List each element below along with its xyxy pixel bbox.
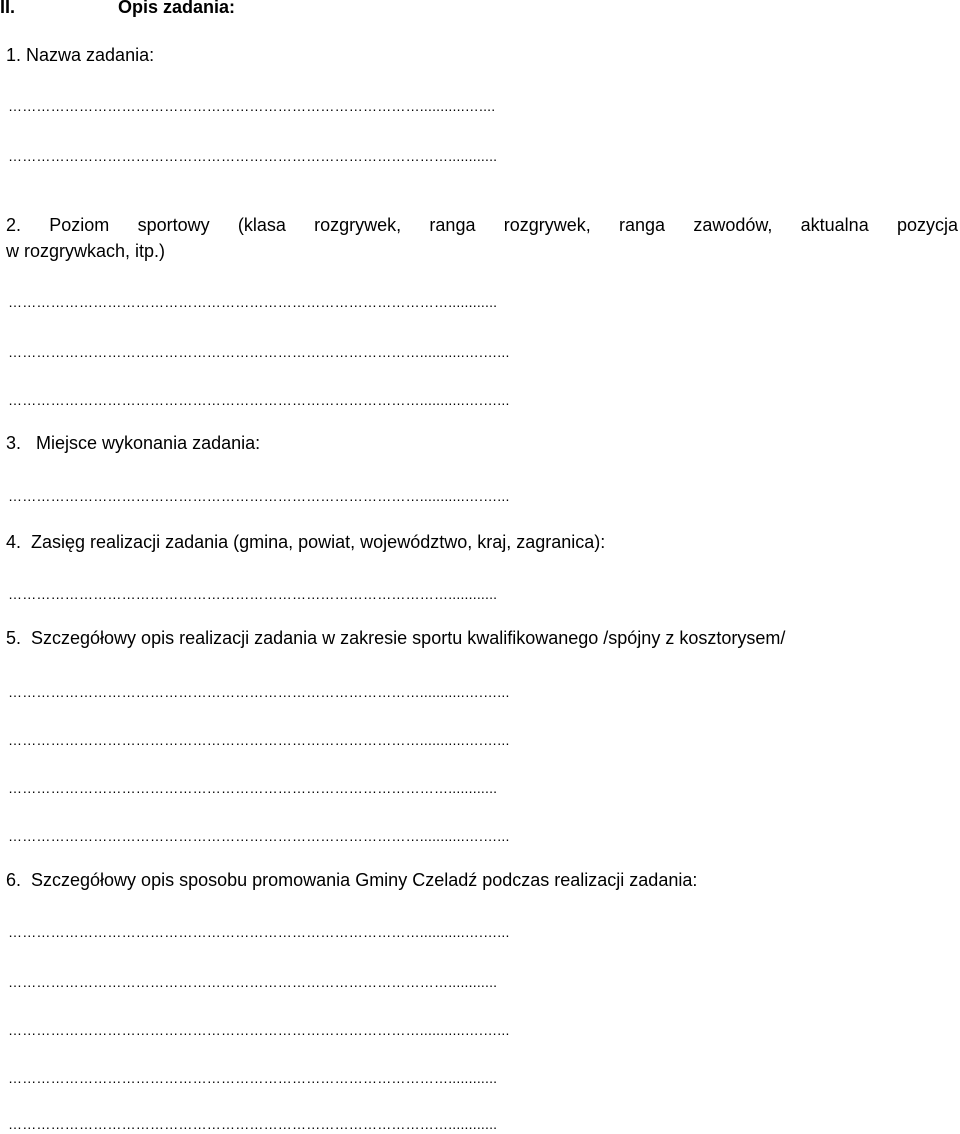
section-number: II. xyxy=(0,0,16,17)
item-3-label: 3. Miejsce wykonania zadania: xyxy=(6,433,261,453)
fill-line[interactable]: ……………………………………………………………………………...........….…... xyxy=(8,488,510,504)
fill-line[interactable]: …………………………………………………………………………………............ xyxy=(8,1070,498,1086)
fill-line[interactable]: ……………………………………………………………………………...........….…... xyxy=(8,684,510,700)
fill-line[interactable]: ……………………………………………………………………………...........….…... xyxy=(8,1022,510,1038)
fill-line[interactable]: ……………………………………………………………………………...........….…... xyxy=(8,924,510,940)
fill-line[interactable]: …………………………………………………………………………………............ xyxy=(8,974,498,990)
item-6-label: 6. Szczegółowy opis sposobu promowania Gminy Czeladź podczas realizacji zadania: xyxy=(6,870,698,890)
fill-line[interactable]: …………………………………………………………………………………............ xyxy=(8,780,498,796)
item-4-label: 4. Zasięg realizacji zadania (gmina, powiat, województwo, kraj, zagranica): xyxy=(6,532,606,552)
fill-line[interactable]: …………………………………………………………………………………............ xyxy=(8,586,498,602)
section-title: Opis zadania: xyxy=(118,0,236,17)
item-2-label-line1: 2. Poziom sportowy (klasa rozgrywek, ranga rozgrywek, ranga zawodów, aktualna pozycja xyxy=(6,215,958,235)
fill-line[interactable]: …………………………………………………………………………………............ xyxy=(8,148,498,164)
item-1-label: 1. Nazwa zadania: xyxy=(6,45,155,65)
fill-line[interactable]: ……………………………………………………………………………...........….... xyxy=(8,98,496,114)
fill-line[interactable]: ……………………………………………………………………………...........….…... xyxy=(8,732,510,748)
item-2-label-line2: w rozgrywkach, itp.) xyxy=(6,241,166,261)
fill-line[interactable]: …………………………………………………………………………………............ xyxy=(8,294,498,310)
fill-line[interactable]: ……………………………………………………………………………...........….…... xyxy=(8,828,510,844)
fill-line[interactable]: ……………………………………………………………………………...........….…... xyxy=(8,392,510,408)
fill-line[interactable]: …………………………………………………………………………………............ xyxy=(8,1116,498,1132)
item-5-label: 5. Szczegółowy opis realizacji zadania w zakresie sportu kwalifikowanego /spójny z kosztorysem/ xyxy=(6,628,786,648)
fill-line[interactable]: ……………………………………………………………………………...........….…... xyxy=(8,344,510,360)
